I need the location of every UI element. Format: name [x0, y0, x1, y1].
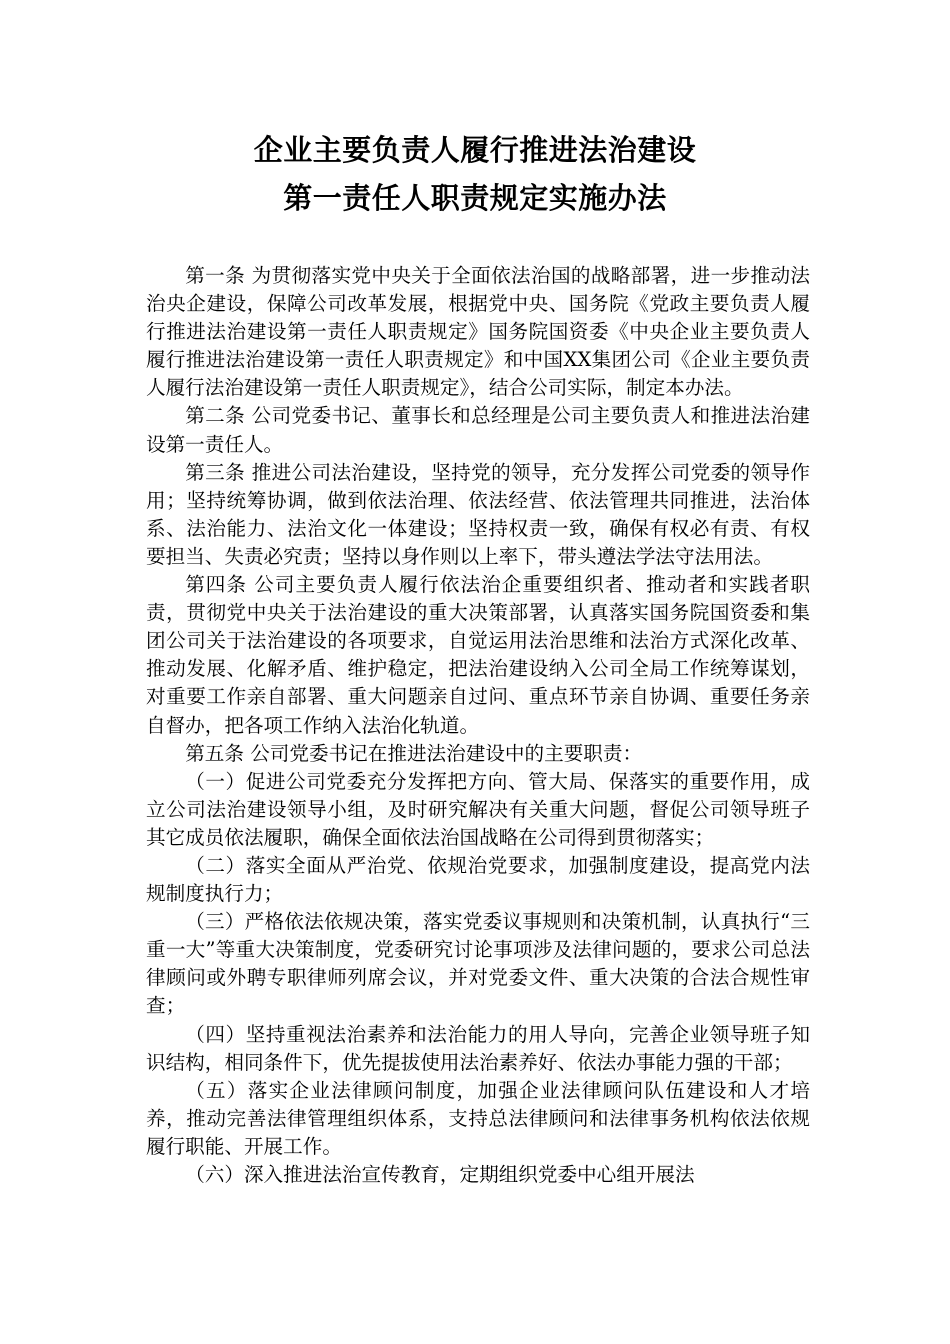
- article-3-paragraph: 第三条 推进公司法治建设，坚持党的领导，充分发挥公司党委的领导作用；坚持统筹协调，做到依法治理、依法经营、依法管理共同推进，法治体系、法治能力、法治文化一体建设；坚持权责一致，确保有权必有责、有权要担当、失责必究责；坚持以身作则以上率下，带头遵法学法守法用法。: [146, 460, 810, 568]
- document-body: [146, 262, 810, 1189]
- article-2-paragraph: 第二条 公司党委书记、董事长和总经理是公司主要负责人和推进法治建设第一责任人。: [146, 404, 810, 456]
- document-title-line-1: 企业主要负责人履行推进法治建设: [253, 133, 697, 167]
- article-1-paragraph: 第一条 为贯彻落实党中央关于全面依法治国的战略部署，进一步推动法治央企建设，保障公司改革发展，根据党中央、国务院《党政主要负责人履行推进法治建设第一责任人职责规定》国务院国资委《中央企业主要负责人履行推进法治建设第一责任人职责规定》和中国XX集团公司《企业主要负责人履行法治建设第一责任人职责规定》，结合公司实际，制定本办法。: [146, 264, 810, 400]
- article-5-paragraph: 第五条 公司党委书记在推进法治建设中的主要职责：: [185, 741, 643, 765]
- article-5-item-3: （三）严格依法依规决策，落实党委议事规则和决策机制，认真执行“三重一大”等重大决策制度，党委研究讨论事项涉及法律问题的，要求公司总法律顾问或外聘专职律师列席会议，并对党委文件、重大决策的合法合规性审查；: [146, 910, 810, 1018]
- document-title-line-2: 第一责任人职责规定实施办法: [283, 181, 667, 215]
- article-4-paragraph: 第四条 公司主要负责人履行依法治企重要组织者、推动者和实践者职责，贯彻党中央关于法治建设的重大决策部署，认真落实国务院国资委和集团公司关于法治建设的各项要求，自觉运用法治思维和法治方式深化改革、推动发展、化解矛盾、维护稳定，把法治建设纳入公司全局工作统筹谋划，对重要工作亲自部署、重大问题亲自过问、重点环节亲自协调、重要任务亲自督办，把各项工作纳入法治化轨道。: [146, 573, 810, 737]
- article-5-item-6: （六）深入推进法治宣传教育，定期组织党委中心组开展法: [185, 1163, 695, 1186]
- article-5-item-1: （一）促进公司党委充分发挥把方向、管大局、保落实的重要作用，成立公司法治建设领导小组，及时研究解决有关重大问题，督促公司领导班子其它成员依法履职，确保全面依法治国战略在公司得到贯彻落实；: [146, 769, 810, 849]
- article-5-item-2: （二）落实全面从严治党、依规治党要求，加强制度建设，提高党内法规制度执行力；: [146, 853, 810, 906]
- article-5-item-4: （四）坚持重视法治素养和法治能力的用人导向，完善企业领导班子知识结构，相同条件下，优先提拔使用法治素养好、依法办事能力强的干部；: [146, 1022, 810, 1074]
- article-5-item-5: （五）落实企业法律顾问制度，加强企业法律顾问队伍建设和人才培养，推动完善法律管理组织体系，支持总法律顾问和法律事务机构依法依规履行职能、开展工作。: [146, 1078, 810, 1158]
